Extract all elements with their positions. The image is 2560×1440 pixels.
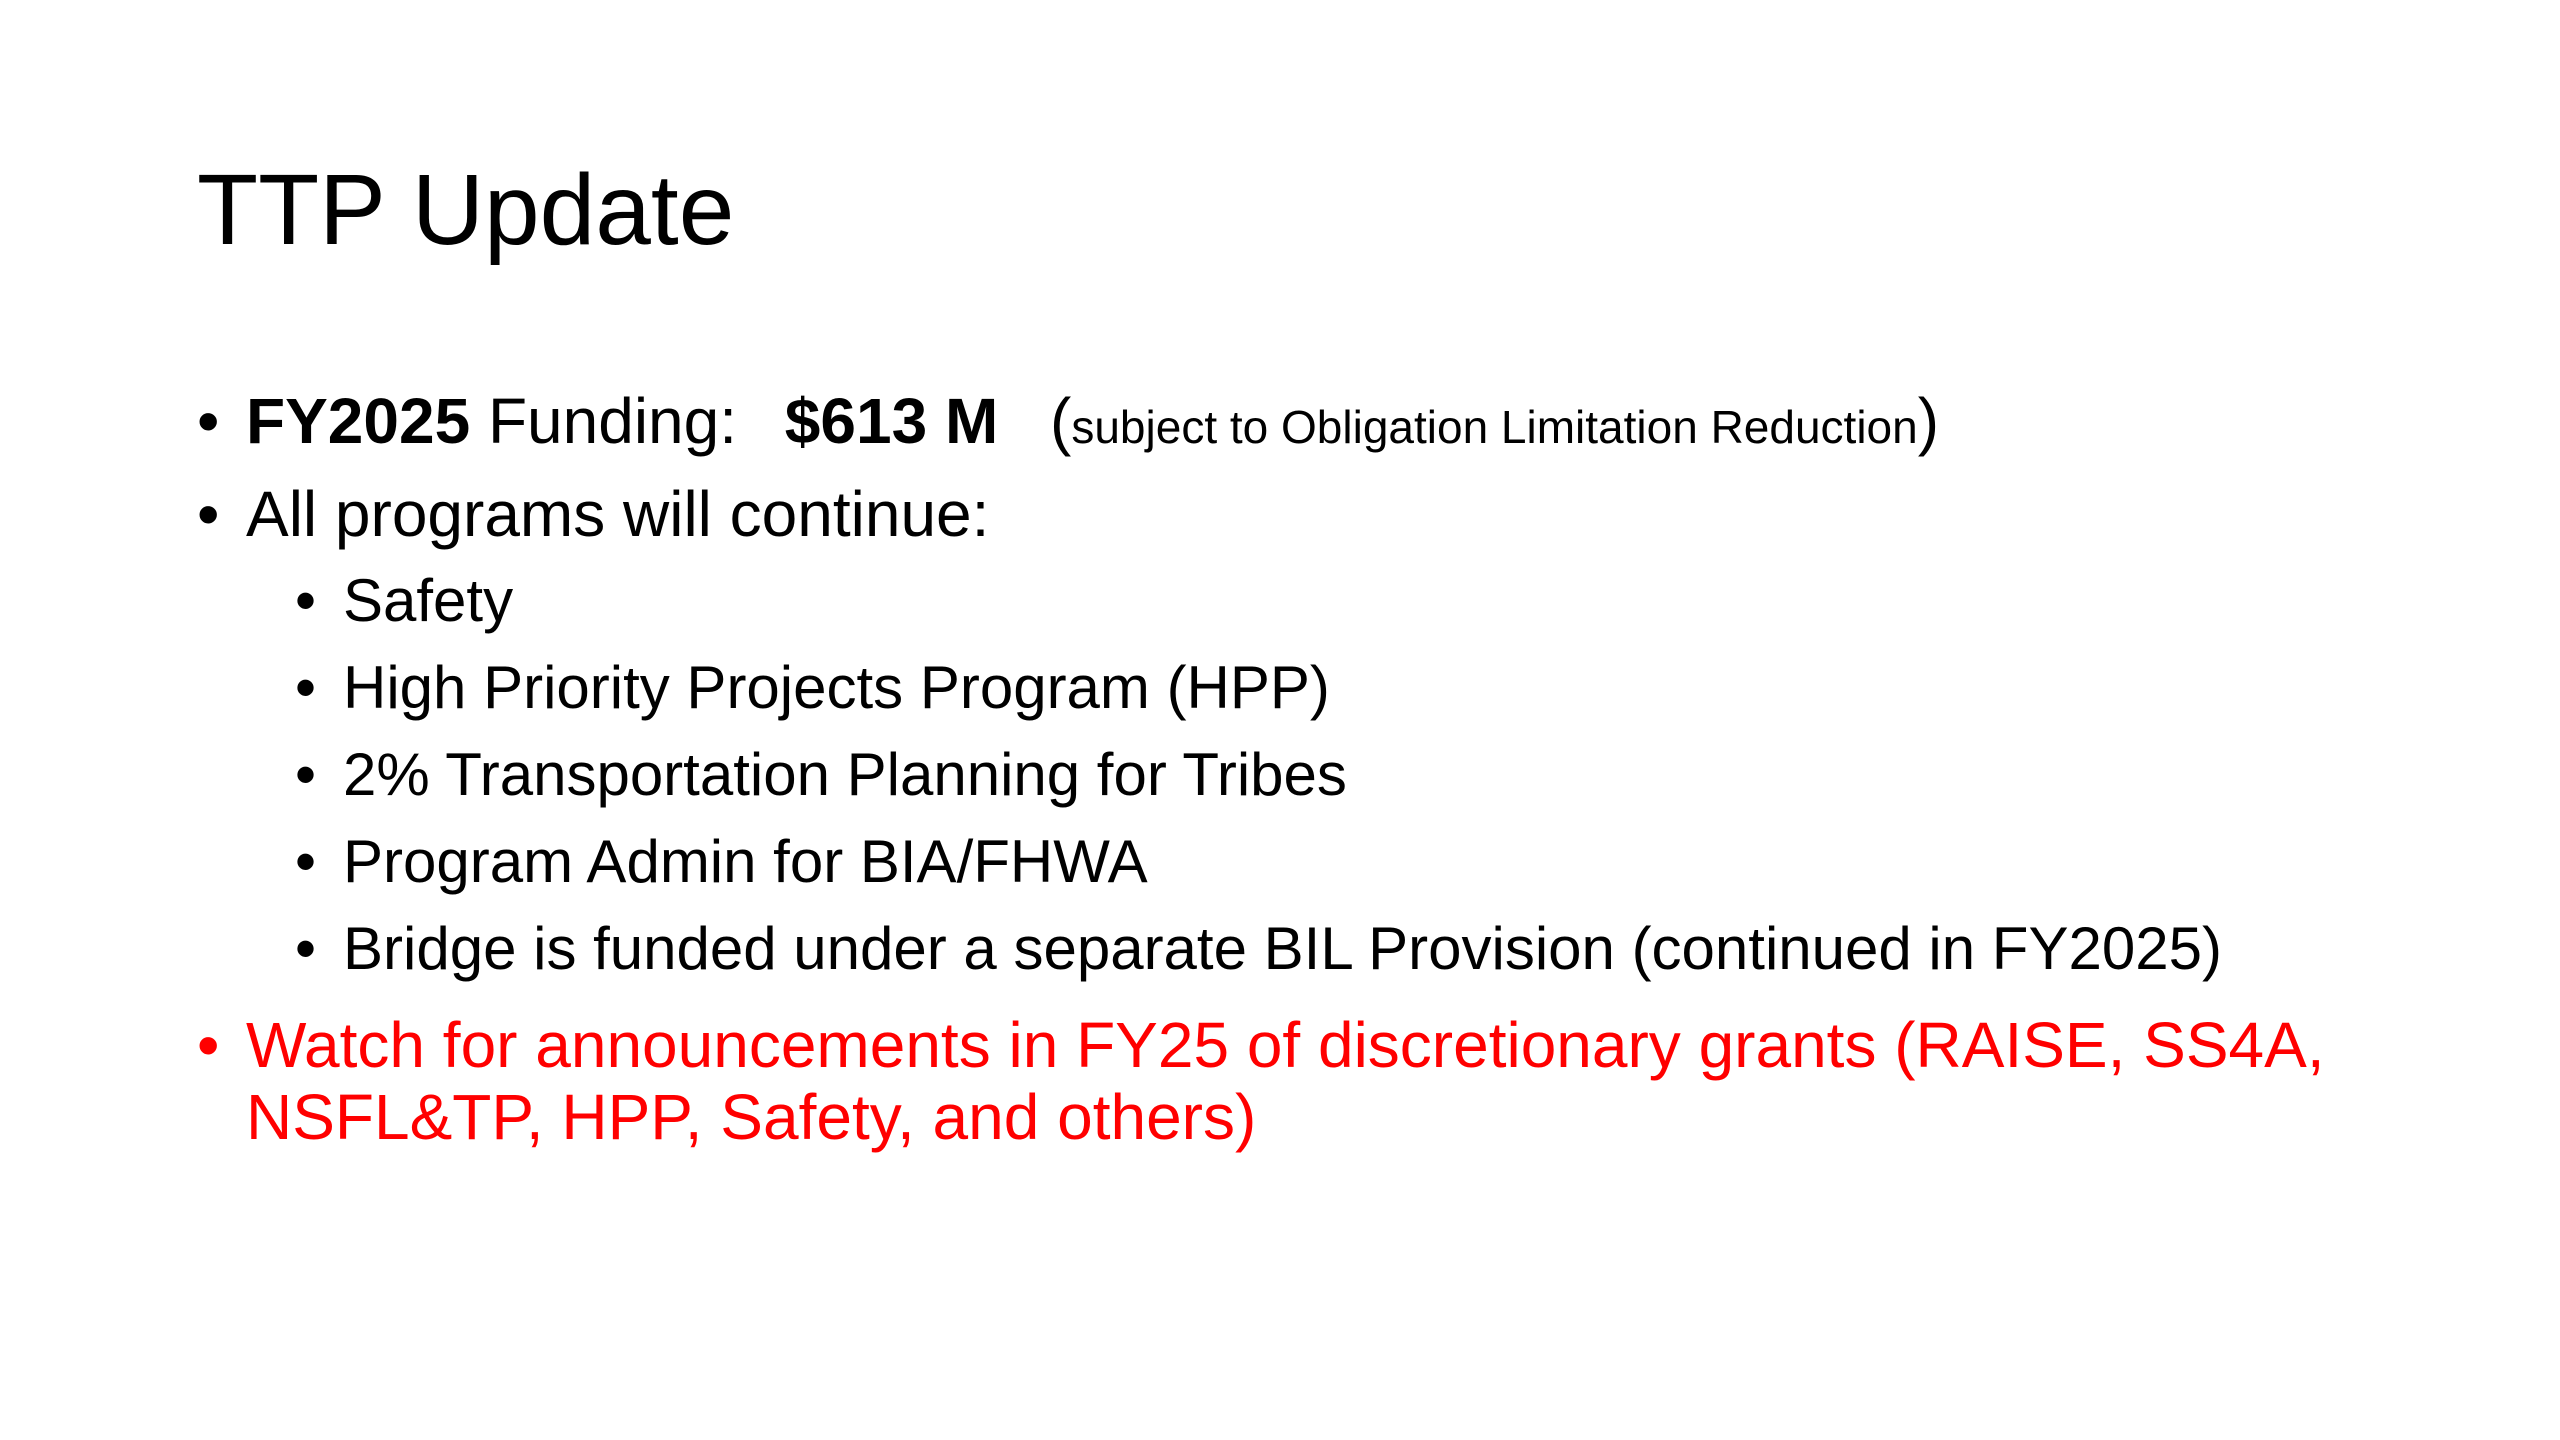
bullet-funding [197,385,2397,463]
sub-bullet-glyph: • [295,567,317,634]
bullet-glyph: • [197,478,220,550]
funding-amount: $613 M [784,385,999,457]
sub-bullet-glyph: • [295,654,317,721]
bullet-glyph: • [197,1009,220,1081]
program-item-label: High Priority Projects Program (HPP) [343,654,1330,721]
funding-note [1050,385,1939,457]
slide-title: TTP Update [197,154,735,266]
sub-bullet-glyph: • [295,828,317,895]
program-item-safety [295,565,2397,637]
program-item-planning [295,739,2397,811]
watch-text: Watch for announcements in FY25 of discretionary grants (RAISE, SS4A, NSFL&TP, HPP, Safety, and others) [246,1009,2325,1153]
program-item-label: Safety [343,567,514,634]
program-item-label: Bridge is funded under a separate BIL Provision (continued in FY2025) [343,915,2222,982]
note-open-paren: ( [1050,385,1072,457]
program-item-admin [295,826,2397,898]
funding-label: Funding: [487,385,737,457]
funding-line [246,385,2397,463]
bullet-list [197,385,2397,1153]
note-close-paren: ) [1917,385,1940,457]
program-item-label: 2% Transportation Planning for Tribes [343,741,1347,808]
sub-bullet-glyph: • [295,915,317,982]
sub-bullet-glyph: • [295,741,317,808]
bullet-glyph: • [197,385,220,457]
note-text: subject to Obligation Limitation Reduction [1071,401,1918,453]
program-item-label: Program Admin for BIA/FHWA [343,828,1148,895]
bullet-programs [197,478,2397,550]
fiscal-year: FY2025 [246,385,471,457]
programs-intro: All programs will continue: [246,478,990,550]
program-item-hpp [295,652,2397,724]
program-item-bridge [295,913,2397,985]
bullet-watch [197,1009,2397,1153]
